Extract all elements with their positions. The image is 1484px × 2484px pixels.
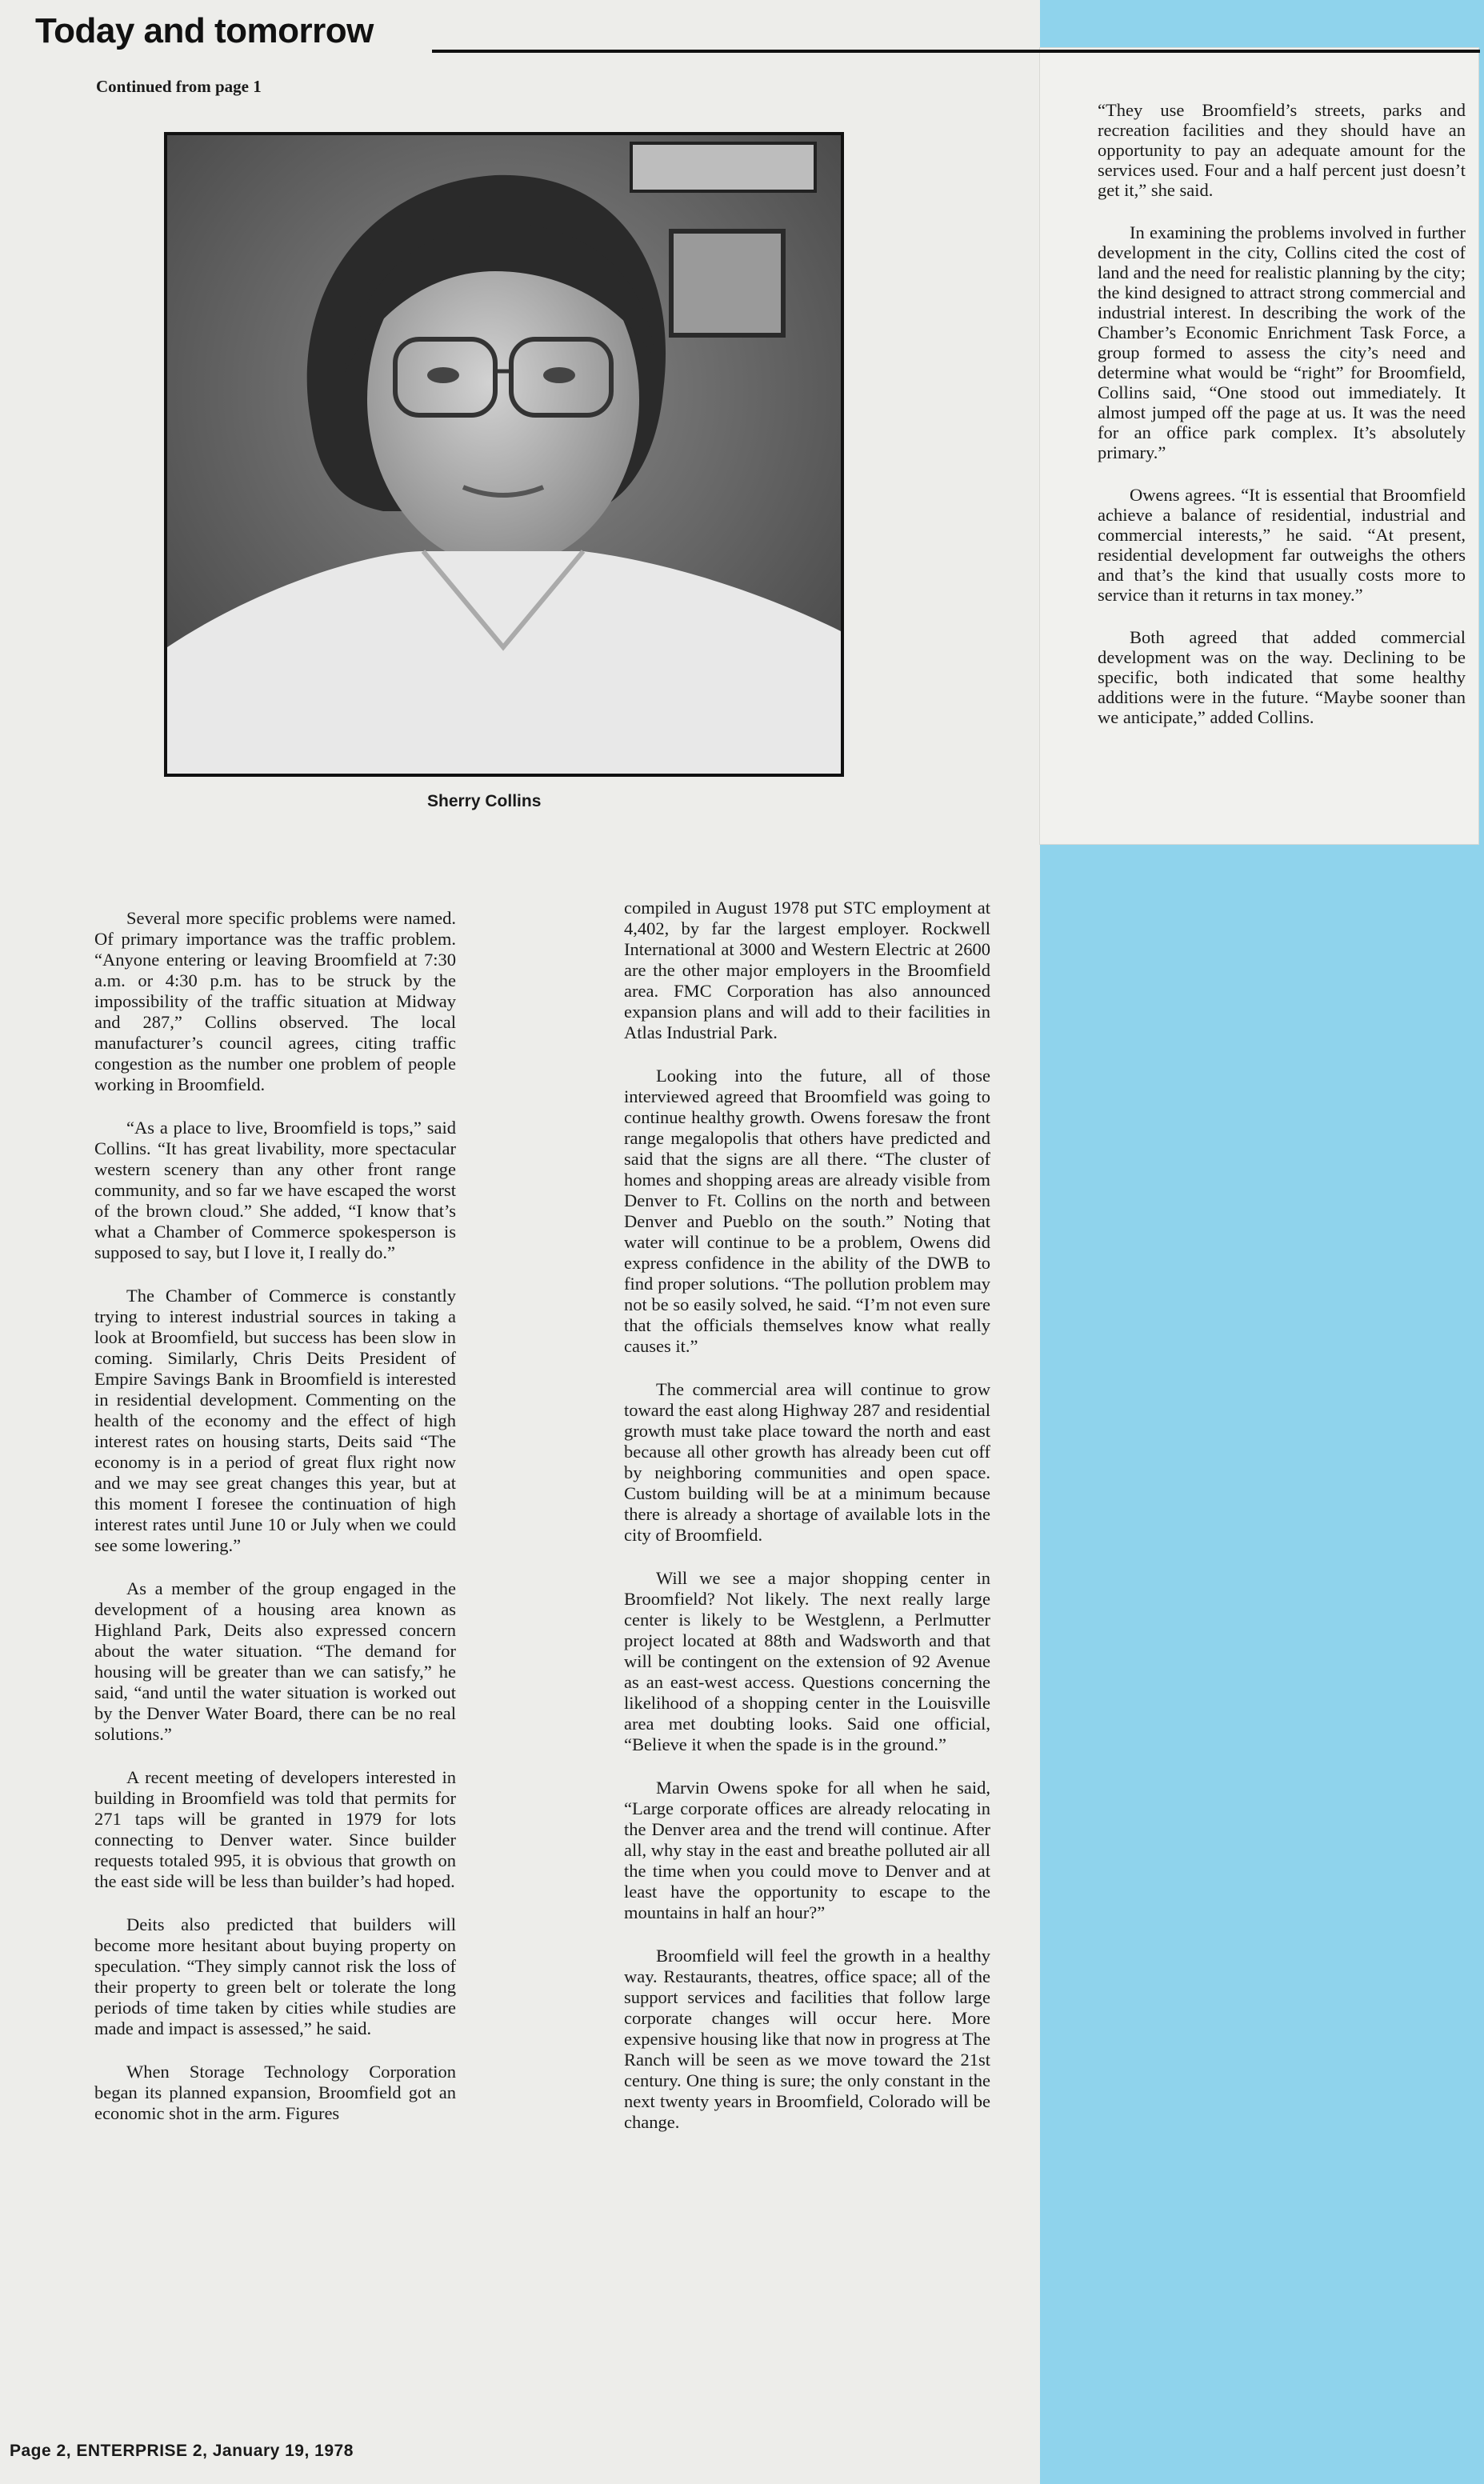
page-footer: Page 2, ENTERPRISE 2, January 19, 1978 <box>10 2442 354 2460</box>
photo-caption: Sherry Collins <box>427 792 542 810</box>
left-paragraph: As a member of the group engaged in the development of a housing area known as Highland Park, Deits also expressed concern about the water situation. “The demand for housing will be greater than we can satisfy,” he said, “and until the water situation is worked out by the Denver Water Board, there can be no real solutions.” <box>94 1578 456 1744</box>
continued-note: Continued from page 1 <box>96 77 262 96</box>
right-column <box>1098 100 1466 750</box>
right-paragraph: Owens agrees. “It is essential that Broomfield achieve a balance of residential, industrial and commercial interests,” he said. “At present, residential development far outweighs the others and that’s the kind that usually costs more to service than it returns in tax money.” <box>1098 485 1466 605</box>
middle-column <box>624 898 990 2155</box>
middle-paragraph: Looking into the future, all of those interviewed agreed that Broomfield was going to continue healthy growth. Owens foresaw the front range megalopolis that others have predicted and said that the signs are all there. “The cluster of homes and shopping areas are already visible from Denver to Ft. Collins on the north and between Denver and Pueblo on the south.” Noting that water will continue to be a problem, Owens did express confidence in the ability of the DWB to find proper solutions. “The pollution problem may not be so easily solved, he said. “I’m not even sure that the officials themselves know what really causes it.” <box>624 1066 990 1356</box>
portrait-photo <box>164 132 844 777</box>
left-paragraph: The Chamber of Commerce is constantly trying to interest industrial sources in taking a look at Broomfield, but success has been slow in coming. Similarly, Chris Deits President of Empire Savings Bank in Broomfield is interested in residential development. Commenting on the health of the economy and the effect of high interest rates on housing starts, Deits said “The economy is in a period of great flux right now and we may see great changes this year, but at this moment I foresee the continuation of high interest rates until June 10 or July when we could see some lowering.” <box>94 1286 456 1555</box>
left-column <box>94 908 456 2146</box>
left-paragraph: A recent meeting of developers interested in building in Broomfield was told that permits for 271 taps will be granted in 1979 for lots connecting to Denver water. Since builder requests totaled 995, it is obvious that growth on the east side will be less than builder’s had hoped. <box>94 1767 456 1891</box>
middle-paragraph: Broomfield will feel the growth in a healthy way. Restaurants, theatres, office space; all of the support services and facilities that follow large corporate changes will occur here. More expensive housing like that now in progress at The Ranch will be seen as we move toward the 21st century. One thing is sure; the only constant in the next twenty years in Broomfield, Colorado will be change. <box>624 1946 990 2132</box>
right-paragraph: “They use Broomfield’s streets, parks and recreation facilities and they should have an opportunity to pay an adequate amount for the services used. Four and a half percent just doesn’t get it,” she said. <box>1098 100 1466 200</box>
middle-paragraph: compiled in August 1978 put STC employment at 4,402, by far the largest employer. Rockwell International at 3000 and Western Electric at 2600 are the other major employers in the Broomfield area. FMC Corporation has also announced expansion plans and will add to their facilities in Atlas Industrial Park. <box>624 898 990 1042</box>
middle-paragraph: Marvin Owens spoke for all when he said, “Large corporate offices are already relocating in the Denver area and the trend will continue. After all, why stay in the east and breathe polluted air all the time when you could move to Denver and at least have the opportunity to escape to the mountains in half an hour?” <box>624 1778 990 1922</box>
portrait-illustration <box>167 135 841 774</box>
middle-paragraph: Will we see a major shopping center in Broomfield? Not likely. The next really large center is likely to be Westglenn, a Perlmutter project located at 88th and Wadsworth and that will be contingent on the extension of 92 Avenue as an east-west access. Questions concerning the likelihood of a shopping center in the Louisville area met doubting looks. Said one official, “Believe it when the spade is in the ground.” <box>624 1568 990 1754</box>
left-paragraph: “As a place to live, Broomfield is tops,” said Collins. “It has great livability, more spectacular western scenery than any other front range community, and so far we have escaped the worst of the brown cloud.” She added, “I know that’s what a Chamber of Commerce spokesperson is supposed to say, but I love it, I really do.” <box>94 1118 456 1262</box>
left-paragraph: Several more specific problems were named. Of primary importance was the traffic problem. “Anyone entering or leaving Broomfield at 7:30 a.m. or 4:30 p.m. has to be struck by the impossibility of the traffic situation at Midway and 287,” Collins observed. The local manufacturer’s council agrees, citing traffic congestion as the number one problem of people working in Broomfield. <box>94 908 456 1094</box>
left-paragraph: Deits also predicted that builders will become more hesitant about buying property on speculation. “They simply cannot risk the loss of their property to green belt or tolerate the long periods of time taken by cities while studies are made and impact is assessed,” he said. <box>94 1914 456 2038</box>
middle-paragraph: The commercial area will continue to grow toward the east along Highway 287 and residential growth must take place toward the north and east because all other growth has already been cut off by neighboring communities and open space. Custom building will be at a minimum because there is already a shortage of available lots in the city of Broomfield. <box>624 1379 990 1545</box>
left-paragraph: When Storage Technology Corporation began its planned expansion, Broomfield got an economic shot in the arm. Figures <box>94 2062 456 2123</box>
right-paragraph: Both agreed that added commercial development was on the way. Declining to be specific, both indicated that some healthy additions were in the future. “Maybe sooner than we anticipate,” added Collins. <box>1098 627 1466 727</box>
headline-rule <box>432 50 1480 53</box>
section-headline: Today and tomorrow <box>35 11 374 50</box>
right-paragraph: In examining the problems involved in further development in the city, Collins cited the cost of land and the need for realistic planning by the city; the kind designed to attract strong commercial and industrial interest. In describing the work of the Chamber’s Economic Enrichment Task Force, a group formed to assess the city’s need and determine what would be “right” for Broomfield, Collins said, “One stood out immediately. It almost jumped off the page at us. It was the need for an office park complex. It’s absolutely primary.” <box>1098 222 1466 462</box>
